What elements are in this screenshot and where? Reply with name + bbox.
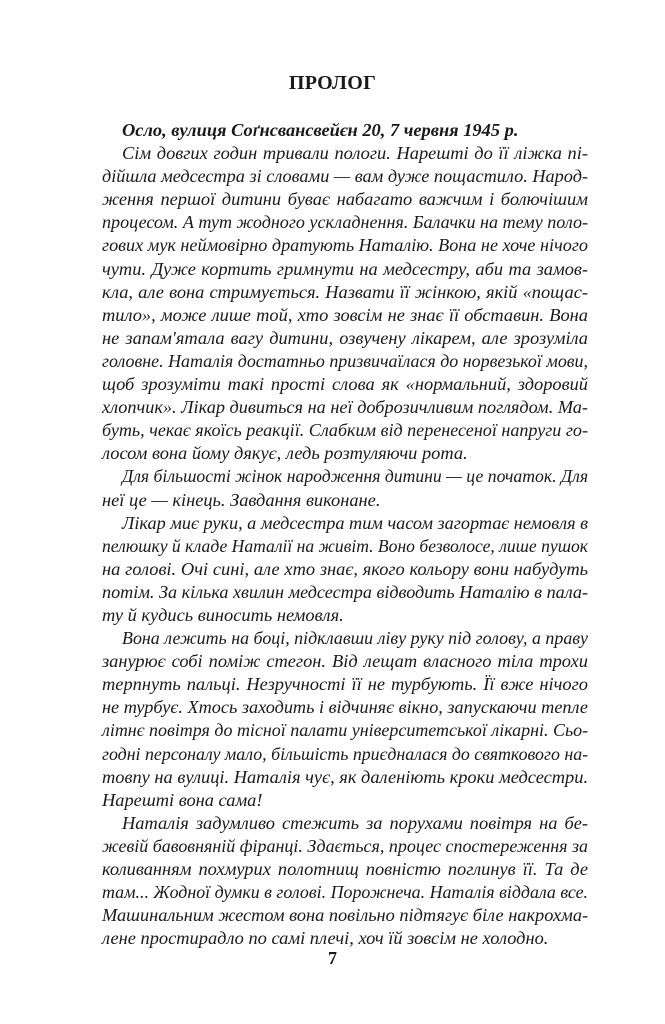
text-line: головне. Наталія достатньо призвичаїлася до норвезької мови, [102, 350, 588, 371]
text-line: Нарешті вона сама! [102, 789, 263, 810]
chapter-title: ПРОЛОГ [288, 72, 377, 94]
text-line: лосом вона йому дякує, ледь розтуляючи рота. [102, 443, 468, 464]
text-line: процесом. А тут жодного ускладнення. Балачки на тему поло- [102, 212, 588, 233]
section-heading: Осло, вулиця Соґнсвансвейєн 20, 7 червня 1945 р. [122, 120, 519, 140]
text-line: товпу на вулиці. Наталія чує, як даленіють кроки медсестри. [102, 766, 589, 787]
text-line: дійшла медсестра зі словами — вам дуже пощастило. Народ- [102, 166, 588, 187]
text-line: ження першої дитини буває набагато важчим і болючішим [102, 189, 588, 210]
text-line: Лікар миє руки, а медсестра тим часом загортає немовля в [122, 512, 588, 533]
page-number: 7 [328, 948, 337, 968]
text-line: чути. Дуже кортить гримнути на медсестру, аби та замов- [102, 258, 588, 279]
text-line: Машинальним жестом вона повільно підтягує біле накрохма- [102, 905, 589, 926]
text-line: пелюшку й кладе Наталії на живіт. Воно безволосе, лише пушок [102, 535, 588, 556]
text-line: хлопчик». Лікар дивиться на неї доброзичливим поглядом. Ма- [102, 397, 588, 418]
text-line: потім. За кілька хвилин медсестра відводить Наталію в пала- [102, 581, 588, 602]
text-line: на голові. Очі сині, але хто знає, якого кольору вони набудуть [102, 558, 588, 579]
text-line: терпнуть пальці. Незручності її не турбують. Її вже нічого [102, 674, 588, 695]
text-line: не турбує. Хтось заходить і відчиняє вікно, запускаючи тепле [102, 697, 589, 718]
text-line: буть, чекає якоїсь реакції. Слабким від перенесеної напруги го- [102, 420, 588, 441]
text-line: тило», може лише той, хто зовсім не знає її обставин. Вона [102, 304, 588, 325]
text-line: занурює собі поміж стегон. Від лещат власного тіла трохи [102, 651, 588, 672]
text-line: літнє повітря до тісної палати університетської лікарні. Сьо- [102, 720, 589, 741]
text-line: кла, але вона стримується. Назвати її жінкою, якій «пощас- [102, 281, 588, 302]
text-line: не запам'ятала вагу дитини, озвучену лікарем, але зрозуміла [102, 327, 588, 348]
text-line: коливанням похмурих полотнищ повністю поглинув її. Та де [102, 859, 588, 879]
text-line: Для більшості жінок народження дитини — це початок. Для [122, 466, 589, 487]
text-line: ту й кудись виносить немовля. [102, 604, 344, 625]
text-line: Наталія задумливо стежить за порухами повітря на бе- [122, 812, 588, 833]
text-line: лене простирадло по самі плечі, хоч їй зовсім не холодно. [102, 928, 549, 949]
text-line: годні персоналу мало, більшість приєдналася до святкового на- [102, 743, 589, 764]
text-line: гових мук неймовірно дратують Наталію. Вона не хоче нічого [102, 235, 588, 256]
text-line: щоб зрозуміти такі прості слова як «нормальний, здоровий [102, 374, 588, 395]
text-line: жевій бавовняній фіранці. Здається, процес спостереження за [102, 835, 588, 856]
body-text [102, 119, 588, 950]
text-line: Сім довгих годин тривали пологи. Нарешті до її ліжка пі- [122, 143, 588, 164]
text-line: Вона лежить на боці, підклавши ліву руку під голову, а праву [122, 628, 588, 649]
text-line: там... Жодної думки в голові. Порожнеча. Наталія віддала все. [102, 882, 588, 903]
text-line: неї це — кінець. Завдання виконане. [102, 489, 381, 510]
